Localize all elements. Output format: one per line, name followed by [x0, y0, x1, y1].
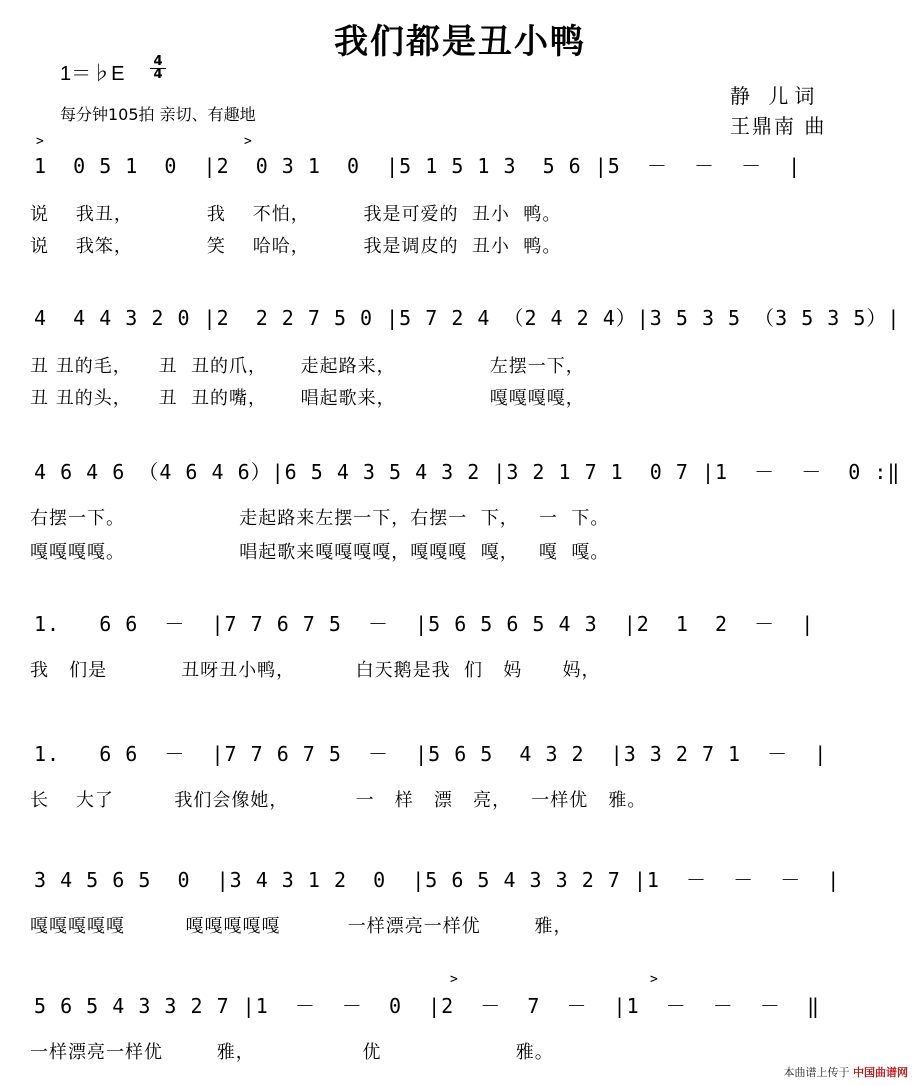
time-signature-top: 4 — [150, 56, 166, 69]
lyric-line: 我 们是 丑呀丑小鸭， 白天鹅是我 们 妈 妈， — [30, 660, 601, 681]
site-footer — [784, 1064, 909, 1080]
time-signature-bottom: 4 — [153, 67, 163, 82]
lyric-line: 说 我笨， 笑 哈哈， 我是调皮的 丑小 鸭。 — [30, 236, 562, 257]
music-line-2 — [0, 302, 920, 342]
music-line-5 — [0, 738, 920, 778]
notation-line: 1. 6 6 － |7 7 6 7 5 － |5 6 5 4 3 2 |3 3 2 7 1 － | — [34, 742, 828, 766]
accent-mark: > — [650, 972, 658, 987]
upload-note: 本曲谱上传于 — [783, 1066, 850, 1079]
notation-line: 4 6 4 6 （4 6 4 6）|6 5 4 3 5 4 3 2 |3 2 1 7 1 0 7 |1 － － 0 :‖ — [34, 460, 901, 484]
lyricist-credit: 静 儿词 — [730, 84, 821, 108]
lyric-line: 嘎嘎嘎嘎。 唱起歌来嘎嘎嘎嘎，嘎嘎嘎 嘎， 嘎 嘎。 — [30, 542, 610, 563]
lyric-line: 一样漂亮一样优 雅， 优 雅。 — [30, 1042, 554, 1063]
music-line-1 — [0, 150, 920, 190]
composer-credit: 王鼎南 曲 — [730, 114, 827, 138]
music-line-4 — [0, 608, 920, 648]
accent-mark: > — [450, 972, 458, 987]
tempo-marking: 每分钟105拍 亲切、有趣地 — [60, 105, 256, 124]
lyric-line: 长 大了 我们会像她， 一 样 漂 亮， 一样优 雅。 — [30, 790, 647, 811]
notation-line: 1 0 5 1 0 |2 0 3 1 0 |5 1 5 1 3 5 6 |5 － － － | — [34, 154, 802, 178]
accent-mark: > — [244, 134, 252, 149]
notation-line: 1. 6 6 － |7 7 6 7 5 － |5 6 5 6 5 4 3 |2 1 2 － | — [34, 612, 815, 636]
lyric-line: 右摆一下。 走起路来左摆一下，右摆一 下， 一 下。 — [30, 508, 610, 529]
music-line-6 — [0, 864, 920, 904]
lyric-line: 丑 丑的头， 丑 丑的嘴， 唱起歌来， 嘎嘎嘎嘎， — [30, 388, 585, 409]
notation-line: 5 6 5 4 3 3 2 7 |1 － － 0 |2 － 7 － |1 － － － ‖ — [34, 994, 821, 1018]
site-brand: 中国曲谱网 — [853, 1066, 908, 1079]
time-signature — [150, 56, 166, 81]
accent-mark: > — [36, 134, 44, 149]
lyric-line: 丑 丑的毛， 丑 丑的爪， 走起路来， 左摆一下， — [30, 356, 585, 377]
music-line-7 — [0, 990, 920, 1030]
music-line-3 — [0, 456, 920, 496]
lyric-line: 嘎嘎嘎嘎嘎 嘎嘎嘎嘎嘎 一样漂亮一样优 雅， — [30, 916, 573, 937]
key-signature: 1＝♭E — [60, 63, 125, 85]
notation-line: 3 4 5 6 5 0 |3 4 3 1 2 0 |5 6 5 4 3 3 2 7 |1 － － － | — [34, 868, 841, 892]
lyric-line: 说 我丑， 我 不怕， 我是可爱的 丑小 鸭。 — [30, 204, 562, 225]
page-title: 我们都是丑小鸭 — [334, 22, 586, 62]
notation-line: 4 4 4 3 2 0 |2 2 2 7 5 0 |5 7 2 4 （2 4 2 4）|3 5 3 5 （3 5 3 5）| — [34, 306, 901, 330]
